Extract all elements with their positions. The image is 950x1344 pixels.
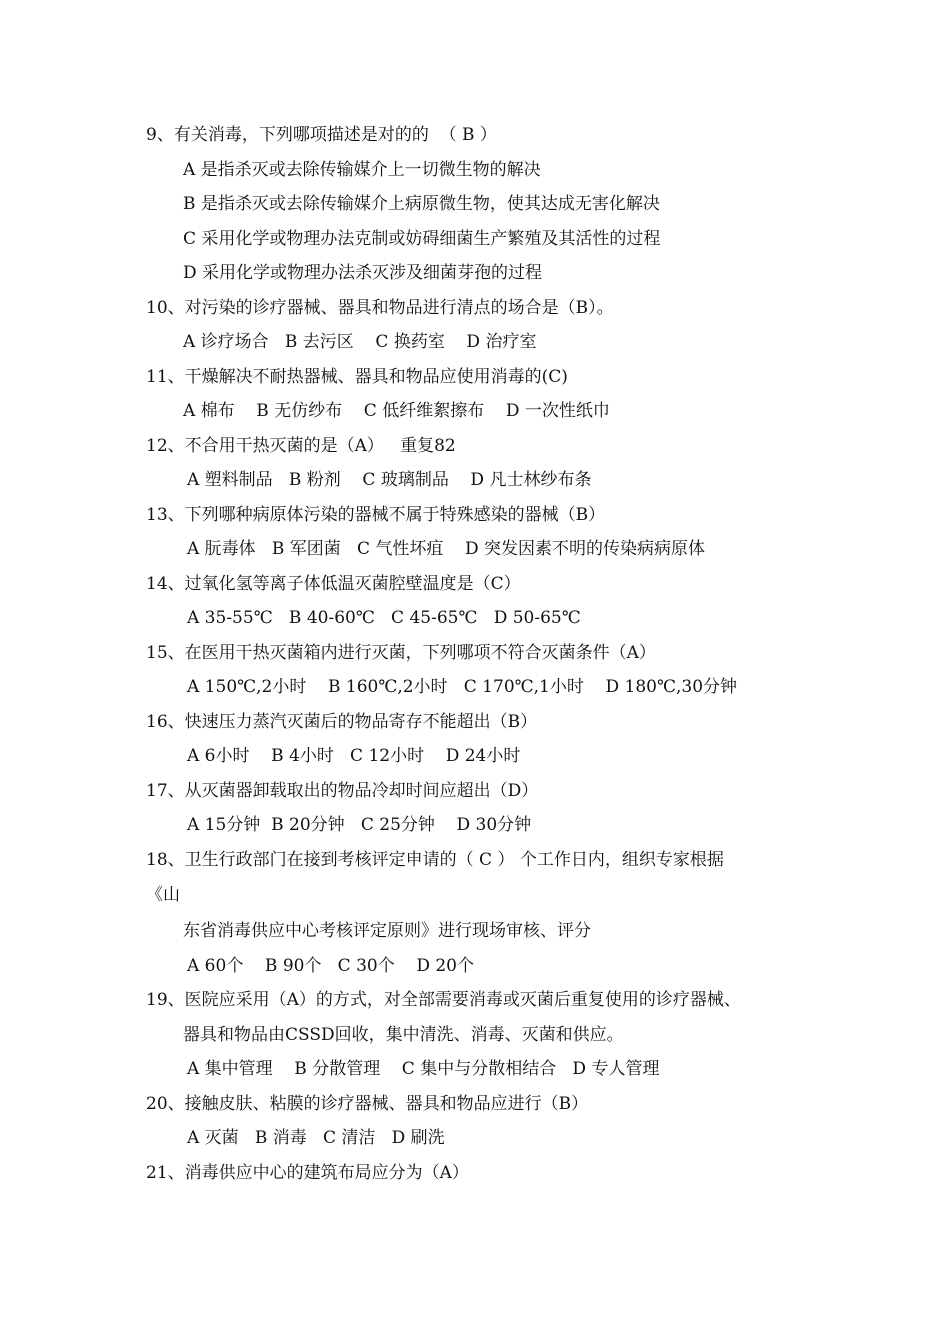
question-16: 16、快速压力蒸汽灭菌后的物品寄存不能超出（B） bbox=[146, 712, 538, 732]
question-11-options: A 棉布 B 无仿纱布 C 低纤维絮擦布 D 一次性纸巾 bbox=[183, 401, 610, 421]
question-9-option-d: D 采用化学或物理办法杀灭涉及细菌芽孢的过程 bbox=[183, 263, 543, 283]
question-17-options: A 15分钟 B 20分钟 C 25分钟 D 30分钟 bbox=[187, 815, 532, 835]
question-20: 20、接触皮肤、粘膜的诊疗器械、器具和物品应进行（B） bbox=[146, 1094, 589, 1114]
question-11: 11、干燥解决不耐热器械、器具和物品应使用消毒的(C) bbox=[146, 367, 568, 387]
question-20-options: A 灭菌 B 消毒 C 清洁 D 刷洗 bbox=[187, 1128, 445, 1148]
question-18-options: A 60个 B 90个 C 30个 D 20个 bbox=[187, 956, 474, 976]
question-15-options: A 150℃,2小时 B 160℃,2小时 C 170℃,1小时 D 180℃,30分钟 bbox=[187, 677, 738, 697]
question-19-cont: 器具和物品由CSSD回收，集中清洗、消毒、灭菌和供应。 bbox=[183, 1025, 624, 1045]
question-18-wrap: 《山 bbox=[146, 885, 180, 905]
question-9-option-b: B 是指杀灭或去除传输媒介上病原微生物，使其达成无害化解决 bbox=[183, 194, 660, 214]
question-19: 19、医院应采用（A）的方式，对全部需要消毒或灭菌后重复使用的诊疗器械、 bbox=[146, 990, 741, 1010]
question-15: 15、在医用干热灭菌箱内进行灭菌，下列哪项不符合灭菌条件（A） bbox=[146, 643, 656, 663]
question-10-options: A 诊疗场合 B 去污区 C 换药室 D 治疗室 bbox=[183, 332, 537, 352]
question-12: 12、不合用干热灭菌的是（A） 重复82 bbox=[146, 436, 456, 456]
question-9: 9、有关消毒，下列哪项描述是对的的 （ B ） bbox=[146, 125, 497, 145]
question-13: 13、下列哪种病原体污染的器械不属于特殊感染的器械（B） bbox=[146, 505, 606, 525]
question-16-options: A 6小时 B 4小时 C 12小时 D 24小时 bbox=[187, 746, 521, 766]
question-18: 18、卫生行政部门在接到考核评定申请的（ C ） 个工作日内，组织专家根据 bbox=[146, 850, 724, 870]
question-10: 10、对污染的诊疗器械、器具和物品进行清点的场合是（B）。 bbox=[146, 298, 614, 318]
question-13-options: A 朊毒体 B 军团菌 C 气性坏疽 D 突发因素不明的传染病病原体 bbox=[187, 539, 706, 559]
question-19-options: A 集中管理 B 分散管理 C 集中与分散相结合 D 专人管理 bbox=[187, 1059, 660, 1079]
question-12-options: A 塑料制品 B 粉剂 C 玻璃制品 D 凡士林纱布条 bbox=[187, 470, 592, 490]
question-14-options: A 35-55℃ B 40-60℃ C 45-65℃ D 50-65℃ bbox=[187, 608, 581, 628]
question-14: 14、过氧化氢等离子体低温灭菌腔壁温度是（C） bbox=[146, 574, 521, 594]
question-9-option-c: C 采用化学或物理办法克制或妨碍细菌生产繁殖及其活性的过程 bbox=[183, 229, 661, 249]
question-18-cont: 东省消毒供应中心考核评定原则》进行现场审核、评分 bbox=[183, 921, 591, 941]
question-21: 21、消毒供应中心的建筑布局应分为（A） bbox=[146, 1163, 469, 1183]
question-9-option-a: A 是指杀灭或去除传输媒介上一切微生物的解决 bbox=[183, 160, 541, 180]
question-17: 17、从灭菌器卸载取出的物品冷却时间应超出（D） bbox=[146, 781, 539, 801]
